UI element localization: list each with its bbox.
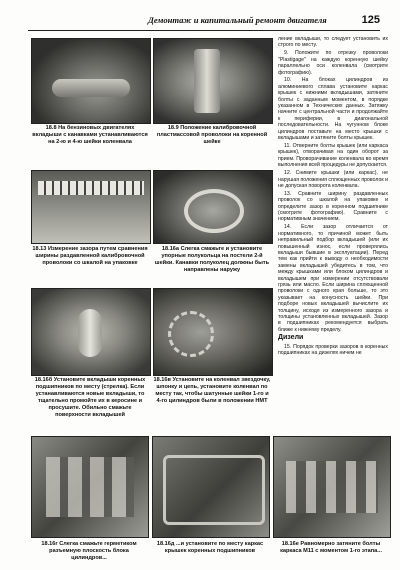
caption-18-8: 18.8 На бензиновых двигателях вкладыши с канавками устанавливаются на 2-ю и 4-ю шейки коленвала [32,125,148,145]
caption-18-9: 18.9 Положение калибровочной пластмассовой проволоки на коренной шейке [156,125,268,145]
paragraph-12: 12. Снимите крышки (или каркас), не нарушая положения сплющенных проволок и не допуская поворота коленвала. [278,170,388,189]
caption-18-16a: 18.16а Слегка смажьте и установите упорные полукольца на постели 2-й шейки. Канавки полуколец должны быть направлены наружу [154,246,270,273]
caption-18-13: 18.13 Измерение зазора путем сравнения ширины раздавленной калибровочной проволоки со шкалой на упаковке [32,246,148,266]
paragraph-15: 15. Порядок проверки зазоров в коренных подшипниках на дизелях ничем не [278,343,388,357]
photo-18-16v [153,288,273,376]
paragraph-13: 13. Сравните ширину раздавленных проволок со шкалой на упаковке и определите зазор в коренном подшипнике (смотрите фотографию). Сравните с нормативным значением. [278,190,388,223]
paragraph-9: 9. Положите по отрезку проволоки "Plastigage" на каждую коренную шейку параллельно оси коленвала (смотрите фотографию). [278,50,388,76]
text-column [278,36,388,358]
chapter-title: Демонтаж и капитальный ремонт двигателя [148,15,327,25]
caption-18-16b: 18.16б Установите вкладыши коренных подшипников по месту (стрелка). Если устанавливаются новые вкладыши, то тщательно промойте их в керосине и просушите. Обильно смажьте поверхности вкладышей [34,377,146,418]
paragraph-14: 14. Если зазор отличается от нормативного, то причиной может быть неправильный подбор вкладышей (или их повышенный износ, если проверялись вкладыши бывшие в эксплуатации). Перед тем как прийти к выводу о необходимости замены вкладышей убедитесь в том, что между крышками или блоком цилиндров и вкладышем при измерении отсутствовали грязь или масло. Если ширина сплющенной проволоки с одного края больше, то это указывает на конусность шейки. При подборе новых вкладышей вычислите их толщину, исходя из измеренного зазора и толщины установленных вкладышей. Зазор в подшипниках рекомендуется выбрать ближе к нижнему пределу. [278,224,388,333]
photo-18-16e [273,436,391,538]
photo-18-16g [31,436,149,538]
caption-18-16v: 18.16в Установите на коленвал звездочку, шпонку и цепь, установите коленвал по месту так, чтобы шатунные шейки 1-го и 4-го цилиндров были в положении НМТ [153,377,271,404]
caption-18-16g: 18.16г Слегка смажьте герметиком разъемную плоскость блока цилиндров... [41,541,137,561]
paragraph-11: 11. Отверните болты крышек (или каркаса крышек), отворачивая на один оборот за прием. Проворачивание коленвала во время выполнения всей процедуры не допускается. [278,143,388,169]
page-header [28,14,380,31]
photo-18-16a [153,170,273,244]
caption-18-16d: 18.16д ...и установите по месту каркас крышек коренных подшипников [156,541,264,554]
paragraph-continuation: ление вкладыши, то следует установить их строго по месту. [278,36,388,49]
photo-18-9 [153,38,273,124]
photo-18-8 [31,38,151,124]
photo-18-16d [152,436,270,538]
section-heading-diesel: Дизели [278,334,304,342]
caption-18-16e: 18.16е Равномерно затяните болты каркаса М11 с моментом 1-го этапа... [280,541,382,554]
paragraph-10: 10. На блоках цилиндров из алюминиевого сплава установите каркас крышек с нижними вкладышами, затяните болты с заданным моментом, в порядке указанном в Технических данных. Затяжку начните с центральной части и продолжайте к периферии, в диагональной последовательности. На чугунном блоке цилиндров поставьте на место крышки с вкладышами и затяните болты крышек. [278,77,388,142]
photo-18-16b [31,288,151,376]
photo-18-13 [31,170,151,244]
page-number: 125 [361,14,380,26]
